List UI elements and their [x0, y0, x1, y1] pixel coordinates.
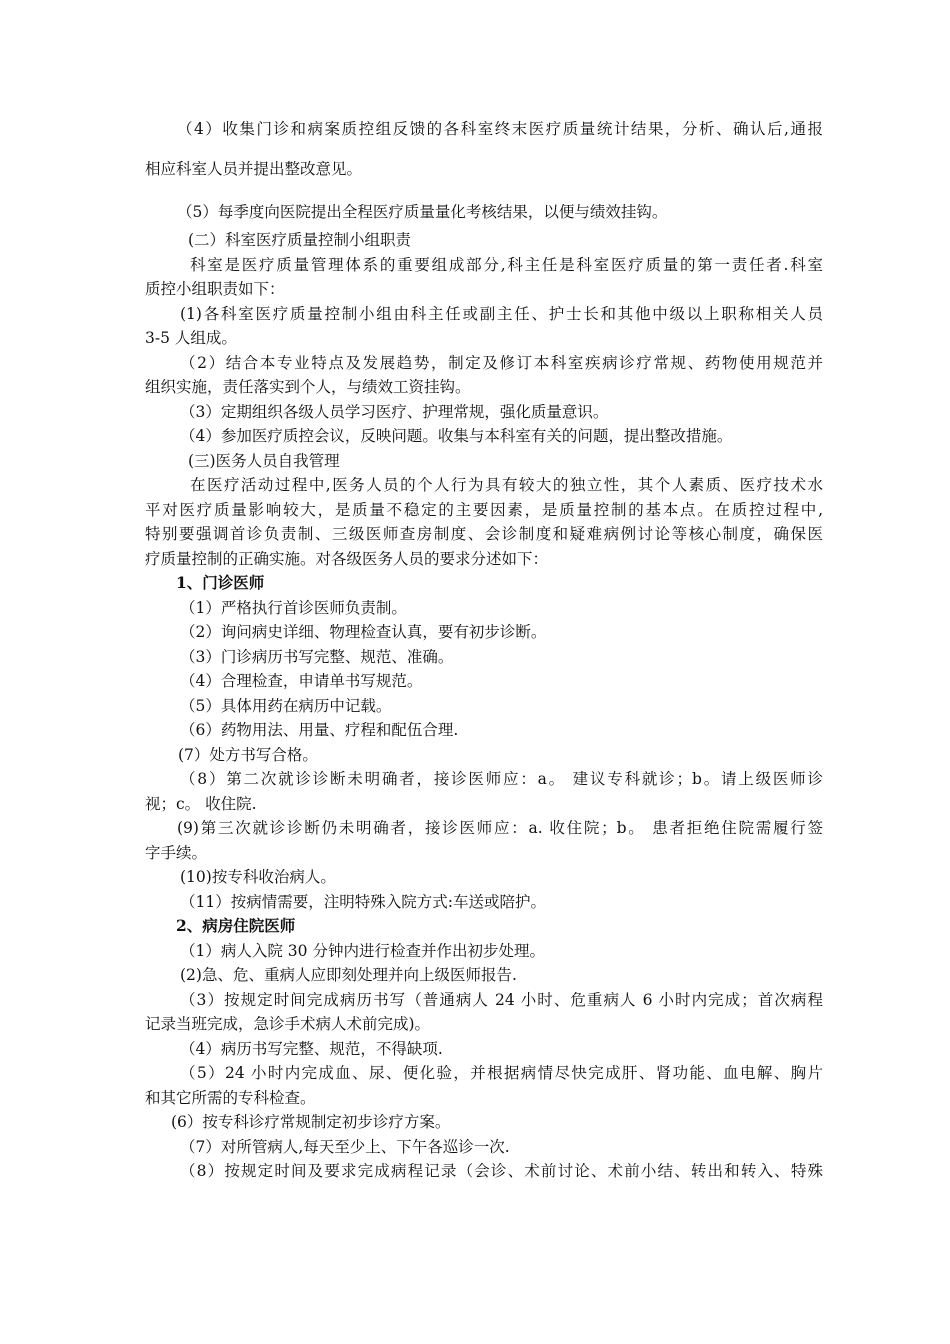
list-item: （2）询问病史详细、物理检查认真，要有初步诊断。 — [180, 623, 547, 641]
paragraph-line: （4）参加医疗质控会议，反映问题。收集与本科室有关的问题，提出整改措施。 — [180, 427, 733, 445]
list-item: （5）24 小时内完成血、尿、便化验，并根据病情尽快完成肝、肾功能、血电解、胸片 — [180, 1064, 823, 1082]
list-item: （1）病人入院 30 分钟内进行检查并作出初步处理。 — [180, 942, 545, 960]
list-item: （1）严格执行首诊医师负责制。 — [180, 599, 407, 617]
paragraph-line: 科室是医疗质量管理体系的重要组成部分,科主任是科室医疗质量的第一责任者.科室 — [190, 256, 823, 274]
paragraph-line: （2）结合本专业特点及发展趋势，制定及修订本科室疾病诊疗常规、药物使用规范并 — [180, 354, 823, 372]
list-item-continuation: 字手续。 — [145, 844, 208, 862]
paragraph-line: 疗质量控制的正确实施。对各级医务人员的要求分述如下： — [145, 550, 549, 568]
subsection-heading: 1、门诊医师 — [176, 573, 265, 592]
list-item: （8）按规定时间及要求完成病程记录（会诊、术前讨论、术前小结、转出和转入、特殊 — [180, 1162, 823, 1180]
list-item: （6）药物用法、用量、疗程和配伍合理. — [180, 721, 459, 739]
list-item: (2)急、危、重病人应即刻处理并向上级医师报告. — [180, 966, 517, 984]
list-item: （4）病历书写完整、规范，不得缺项. — [180, 1040, 443, 1058]
list-item: （7）对所管病人,每天至少上、下午各巡诊一次. — [180, 1138, 510, 1156]
list-item-continuation: 和其它所需的专科检查。 — [145, 1089, 316, 1107]
list-item: (10)按专科收治病人。 — [180, 868, 336, 886]
list-item-continuation: 视；c。 收住院. — [145, 795, 257, 813]
list-item: （3）按规定时间完成病历书写（普通病人 24 小时、危重病人 6 小时内完成；首次病程 — [180, 991, 823, 1009]
paragraph-line: 在医疗活动过程中,医务人员的个人行为具有较大的独立性，其个人素质、医疗技术水 — [190, 476, 823, 494]
paragraph-line: 平对医疗质量影响较大，是质量不稳定的主要因素，是质量控制的基本点。在质控过程中, — [145, 501, 823, 519]
list-item: （3）门诊病历书写完整、规范、准确。 — [180, 648, 454, 666]
paragraph-line: （5）每季度向医院提出全程医疗质量量化考核结果，以便与绩效挂钩。 — [177, 203, 668, 221]
list-item: （8）第二次就诊诊断未明确者，接诊医师应：a。 建议专科就诊；b。请上级医师诊 — [180, 770, 823, 788]
list-item: (6）按专科诊疗常规制定初步诊疗方案。 — [171, 1113, 451, 1131]
paragraph-line: （3）定期组织各级人员学习医疗、护理常规，强化质量意识。 — [180, 403, 609, 421]
list-item: （4）合理检查，申请单书写规范。 — [180, 672, 423, 690]
list-item: （11）按病情需要，注明特殊入院方式:车送或陪护。 — [180, 893, 546, 911]
paragraph-line: （4）收集门诊和病案质控组反馈的各科室终末医疗质量统计结果，分析、确认后,通报 — [177, 120, 823, 138]
list-item: (9)第三次就诊诊断仍未明确者，接诊医师应：a. 收住院；b。 患者拒绝住院需履行签 — [177, 819, 823, 837]
section-heading: (二）科室医疗质量控制小组职责 — [188, 231, 412, 249]
section-heading: (三)医务人员自我管理 — [188, 452, 340, 470]
paragraph-line: 组织实施，责任落实到个人，与绩效工资挂钩。 — [145, 378, 471, 396]
paragraph-line: 质控小组职责如下： — [145, 280, 285, 298]
list-item-continuation: 记录当班完成，急诊手术病人术前完成)。 — [145, 1015, 431, 1033]
paragraph-line: 特别要强调首诊负责制、三级医师查房制度、会诊制度和疑难病例讨论等核心制度，确保医 — [145, 525, 823, 543]
paragraph-line: (1)各科室医疗质量控制小组由科主任或副主任、护士长和其他中级以上职称相关人员 — [180, 305, 823, 323]
paragraph-line: 相应科室人员并提出整改意见。 — [145, 160, 363, 178]
list-item: （5）具体用药在病历中记载。 — [180, 697, 392, 715]
list-item: (7）处方书写合格。 — [178, 746, 318, 764]
paragraph-line: 3-5 人组成。 — [145, 329, 237, 347]
subsection-heading: 2、病房住院医师 — [176, 916, 296, 935]
